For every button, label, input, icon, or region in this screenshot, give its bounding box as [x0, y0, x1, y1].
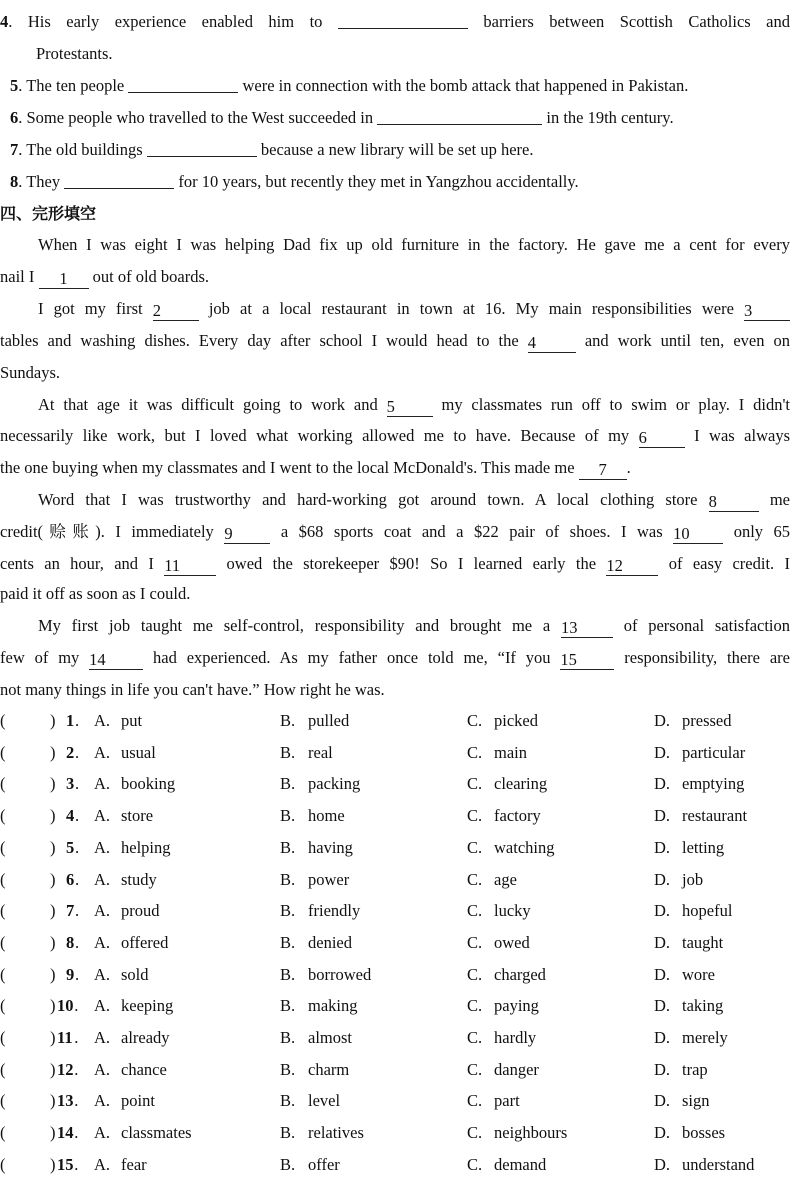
answer-blank[interactable]: [147, 136, 257, 157]
option-d-letter: D.: [654, 1123, 671, 1142]
option-b[interactable]: almost: [308, 1028, 352, 1047]
option-c-letter: C.: [467, 743, 483, 762]
answer-paren-open[interactable]: (: [0, 870, 6, 889]
sentence-text: . Some people who travelled to the West succeeded in: [18, 108, 374, 127]
option-c-letter: C.: [467, 774, 483, 793]
option-a-letter: A.: [94, 996, 111, 1015]
option-d-letter: D.: [654, 1155, 671, 1174]
option-c[interactable]: neighbours: [494, 1123, 568, 1142]
option-a[interactable]: point: [121, 1091, 155, 1110]
option-c-letter: C.: [467, 901, 483, 920]
question-number: 8: [66, 933, 75, 952]
option-b[interactable]: having: [308, 838, 353, 857]
option-c-letter: C.: [467, 1155, 483, 1174]
answer-paren-close[interactable]: ): [50, 1091, 56, 1110]
option-c-letter: C.: [467, 806, 483, 825]
passage-line: [0, 293, 790, 325]
question-dot: .: [74, 1028, 79, 1047]
passage-text: only 65: [733, 522, 790, 541]
option-d-letter: D.: [654, 774, 671, 793]
cloze-blank-15[interactable]: 15: [560, 649, 614, 670]
answer-paren-close[interactable]: ): [50, 965, 56, 984]
option-b-letter: B.: [280, 933, 296, 952]
passage-text: a $68 sports coat and a $22 pair of shoes. I was: [280, 522, 663, 541]
passage-line: [0, 420, 790, 452]
option-c[interactable]: lucky: [494, 901, 531, 920]
option-d-letter: D.: [654, 743, 671, 762]
option-d[interactable]: pressed: [682, 711, 732, 730]
option-b-letter: B.: [280, 806, 296, 825]
answer-paren-open[interactable]: (: [0, 996, 6, 1015]
passage-text: necessarily like work, but I loved what working allowed me to have. Because of my: [0, 426, 630, 445]
answer-paren-open[interactable]: (: [0, 965, 6, 984]
passage-line: When I was eight I was helping Dad fix up old furniture in the factory. He gave me a cent for every: [38, 235, 790, 254]
option-c[interactable]: danger: [494, 1060, 539, 1079]
passage-line: [0, 516, 790, 548]
answer-paren-close[interactable]: ): [50, 711, 56, 730]
question-row: [0, 768, 790, 800]
passage-text: tables and washing dishes. Every day after school I would head to the: [0, 331, 519, 350]
question-number: 11: [57, 1028, 73, 1047]
option-b-letter: B.: [280, 1123, 296, 1142]
answer-paren-close[interactable]: ): [50, 933, 56, 952]
passage-line: [0, 325, 790, 357]
option-c-letter: C.: [467, 1123, 483, 1142]
question-row: [0, 895, 790, 927]
option-a-letter: A.: [94, 838, 111, 857]
passage-text: My first job taught me self-control, responsibility and brought me a: [38, 616, 551, 635]
option-b-letter: B.: [280, 996, 296, 1015]
question-number: 12: [57, 1060, 74, 1079]
passage-text: owed the storekeeper $90! So I learned early the: [226, 554, 597, 573]
option-c[interactable]: factory: [494, 806, 541, 825]
answer-paren-close[interactable]: ): [50, 996, 56, 1015]
answer-paren-open[interactable]: (: [0, 1028, 6, 1047]
question-dot: .: [74, 1155, 79, 1174]
passage-text: I was always: [694, 426, 790, 445]
option-c[interactable]: watching: [494, 838, 555, 857]
passage-text: few of my: [0, 648, 80, 667]
sentence-5: [0, 70, 790, 102]
question-number: 15: [57, 1155, 74, 1174]
question-number: 13: [57, 1091, 74, 1110]
option-a-letter: A.: [94, 1028, 111, 1047]
sentence-text: . They: [18, 172, 61, 191]
option-d-letter: D.: [654, 870, 671, 889]
option-b[interactable]: denied: [308, 933, 352, 952]
cloze-blank-1[interactable]: 1: [39, 268, 89, 289]
option-d[interactable]: letting: [682, 838, 725, 857]
answer-blank[interactable]: [377, 104, 542, 125]
cloze-blank-8[interactable]: 8: [709, 491, 759, 512]
question-dot: .: [74, 1060, 79, 1079]
option-a-letter: A.: [94, 965, 111, 984]
option-a[interactable]: store: [121, 806, 154, 825]
option-c-letter: C.: [467, 996, 483, 1015]
option-b-letter: B.: [280, 1060, 296, 1079]
sentence-7: [0, 134, 790, 166]
question-row: [0, 864, 790, 896]
question-dot: .: [75, 933, 80, 952]
option-d[interactable]: taught: [682, 933, 724, 952]
passage-line: [0, 452, 790, 484]
passage-text: cents an hour, and I: [0, 554, 154, 573]
option-b-letter: B.: [280, 774, 296, 793]
passage-line: [0, 389, 790, 421]
option-b[interactable]: relatives: [308, 1123, 364, 1142]
cloze-blank-13[interactable]: 13: [561, 617, 613, 638]
sentence-text: for 10 years, but recently they met in Yangzhou accidentally.: [178, 172, 579, 191]
option-c[interactable]: age: [494, 870, 517, 889]
answer-paren-close[interactable]: ): [50, 774, 56, 793]
option-d[interactable]: hopeful: [682, 901, 733, 920]
option-b-letter: B.: [280, 743, 296, 762]
cloze-blank-5[interactable]: 5: [387, 396, 433, 417]
option-c-letter: C.: [467, 711, 483, 730]
option-b-letter: B.: [280, 1091, 296, 1110]
option-a-letter: A.: [94, 870, 111, 889]
option-d[interactable]: understand: [682, 1155, 755, 1174]
option-c[interactable]: main: [494, 743, 527, 762]
answer-paren-open[interactable]: (: [0, 743, 6, 762]
passage-text: nail I: [0, 267, 35, 286]
option-c[interactable]: demand: [494, 1155, 547, 1174]
answer-paren-open[interactable]: (: [0, 774, 6, 793]
option-b-letter: B.: [280, 838, 296, 857]
answer-paren-open[interactable]: (: [0, 901, 6, 920]
option-b[interactable]: friendly: [308, 901, 361, 920]
option-a-letter: A.: [94, 743, 111, 762]
question-row: [0, 800, 790, 832]
sentence-text: . The ten people: [18, 76, 125, 95]
answer-paren-close[interactable]: ): [50, 1060, 56, 1079]
question-dot: .: [75, 838, 80, 857]
option-d[interactable]: emptying: [682, 774, 745, 793]
option-b-letter: B.: [280, 711, 296, 730]
passage-line: not many things in life you can't have.” How right he was.: [0, 680, 385, 699]
question-row: [0, 705, 790, 737]
option-b[interactable]: level: [308, 1091, 341, 1110]
option-d[interactable]: taking: [682, 996, 724, 1015]
question-dot: .: [75, 711, 80, 730]
question-dot: .: [75, 965, 80, 984]
option-a[interactable]: offered: [121, 933, 169, 952]
sentence-number: 5: [10, 76, 19, 95]
question-row: [0, 1117, 790, 1149]
option-a-letter: A.: [94, 806, 111, 825]
cloze-blank-3[interactable]: 3: [744, 300, 790, 321]
cloze-blank-11[interactable]: 11: [164, 555, 216, 576]
option-a[interactable]: usual: [121, 743, 156, 762]
option-d-letter: D.: [654, 711, 671, 730]
passage-line: [0, 548, 790, 580]
passage-text: .: [626, 458, 631, 477]
passage-line: [0, 261, 790, 293]
question-dot: .: [75, 870, 80, 889]
sentence-text: . His early experience enabled him to: [8, 12, 323, 31]
passage-text: of easy credit. I: [668, 554, 790, 573]
cloze-blank-7[interactable]: 7: [579, 459, 627, 480]
question-number: 10: [57, 996, 74, 1015]
question-dot: .: [74, 1123, 79, 1142]
option-a[interactable]: helping: [121, 838, 171, 857]
option-d[interactable]: wore: [682, 965, 715, 984]
answer-paren-open[interactable]: (: [0, 806, 6, 825]
sentence-text: because a new library will be set up here.: [260, 140, 534, 159]
option-d[interactable]: trap: [682, 1060, 708, 1079]
answer-paren-open[interactable]: (: [0, 1060, 6, 1079]
sentence-number: 6: [10, 108, 19, 127]
option-a[interactable]: put: [121, 711, 143, 730]
answer-paren-open[interactable]: (: [0, 711, 6, 730]
option-c[interactable]: owed: [494, 933, 530, 952]
option-a-letter: A.: [94, 933, 111, 952]
option-b[interactable]: borrowed: [308, 965, 372, 984]
cloze-blank-10[interactable]: 10: [673, 523, 723, 544]
question-number: 1: [66, 711, 75, 730]
option-d[interactable]: job: [682, 870, 704, 889]
sentence-number: 7: [10, 140, 19, 159]
question-dot: .: [75, 774, 80, 793]
passage-text: the one buying when my classmates and I went to the local McDonald's. This made me: [0, 458, 575, 477]
question-dot: .: [75, 901, 80, 920]
question-row: [0, 1085, 790, 1117]
option-c[interactable]: paying: [494, 996, 539, 1015]
question-number: 7: [66, 901, 75, 920]
sentence-4-continuation: Protestants.: [36, 44, 113, 63]
option-a-letter: A.: [94, 1091, 111, 1110]
question-number: 6: [66, 870, 75, 889]
option-d[interactable]: sign: [682, 1091, 710, 1110]
option-b[interactable]: power: [308, 870, 350, 889]
question-dot: .: [74, 996, 79, 1015]
question-number: 2: [66, 743, 75, 762]
cloze-blank-12[interactable]: 12: [606, 555, 658, 576]
passage-line: [0, 610, 790, 642]
question-row: [0, 737, 790, 769]
option-b[interactable]: pulled: [308, 711, 350, 730]
answer-blank[interactable]: [338, 8, 468, 29]
sentence-number: 8: [10, 172, 19, 191]
option-b[interactable]: home: [308, 806, 345, 825]
option-a[interactable]: booking: [121, 774, 176, 793]
sentence-text: in the 19th century.: [546, 108, 674, 127]
sentence-4: [0, 6, 790, 38]
option-a[interactable]: already: [121, 1028, 170, 1047]
answer-blank[interactable]: [64, 168, 174, 189]
option-a-letter: A.: [94, 901, 111, 920]
option-c-letter: C.: [467, 1028, 483, 1047]
option-a[interactable]: study: [121, 870, 157, 889]
cloze-blank-9[interactable]: 9: [224, 523, 270, 544]
cloze-blank-6[interactable]: 6: [639, 427, 685, 448]
passage-text: and work until ten, even on: [584, 331, 790, 350]
question-row: [0, 832, 790, 864]
sentence-number: 4: [0, 12, 9, 31]
question-row: [0, 927, 790, 959]
answer-paren-close[interactable]: ): [50, 901, 56, 920]
option-c[interactable]: hardly: [494, 1028, 537, 1047]
option-c-letter: C.: [467, 1060, 483, 1079]
option-b-letter: B.: [280, 901, 296, 920]
option-b[interactable]: real: [308, 743, 333, 762]
passage-line: Sundays.: [0, 363, 61, 382]
passage-text: At that age it was difficult going to work and: [38, 395, 378, 414]
option-c[interactable]: charged: [494, 965, 546, 984]
option-b-letter: B.: [280, 1028, 296, 1047]
option-b-letter: B.: [280, 870, 296, 889]
option-a-letter: A.: [94, 1123, 111, 1142]
option-d-letter: D.: [654, 933, 671, 952]
answer-paren-open[interactable]: (: [0, 1155, 6, 1174]
answer-paren-close[interactable]: ): [50, 1028, 56, 1047]
passage-text: credit(赊账). I immediately: [0, 522, 214, 541]
option-a[interactable]: keeping: [121, 996, 174, 1015]
answer-paren-close[interactable]: ): [50, 1155, 56, 1174]
option-b-letter: B.: [280, 965, 296, 984]
passage-line: [0, 642, 790, 674]
passage-text: responsibility, there are: [624, 648, 790, 667]
option-d[interactable]: merely: [682, 1028, 728, 1047]
option-d-letter: D.: [654, 1028, 671, 1047]
answer-paren-open[interactable]: (: [0, 933, 6, 952]
answer-blank[interactable]: [128, 72, 238, 93]
passage-text: Word that I was trustworthy and hard-working got around town. A local clothing store: [38, 490, 698, 509]
option-b[interactable]: offer: [308, 1155, 340, 1174]
option-d-letter: D.: [654, 1091, 671, 1110]
answer-paren-close[interactable]: ): [50, 838, 56, 857]
question-number: 9: [66, 965, 75, 984]
sentence-8: [0, 166, 790, 198]
option-c-letter: C.: [467, 965, 483, 984]
option-d-letter: D.: [654, 965, 671, 984]
option-a-letter: A.: [94, 711, 111, 730]
option-d-letter: D.: [654, 1060, 671, 1079]
option-d[interactable]: restaurant: [682, 806, 748, 825]
question-number: 4: [66, 806, 75, 825]
question-number: 14: [57, 1123, 74, 1142]
option-b-letter: B.: [280, 1155, 296, 1174]
question-row: [0, 990, 790, 1022]
option-c-letter: C.: [467, 1091, 483, 1110]
question-number: 3: [66, 774, 75, 793]
option-a[interactable]: classmates: [121, 1123, 192, 1142]
question-row: [0, 1054, 790, 1086]
option-b[interactable]: charm: [308, 1060, 350, 1079]
option-b[interactable]: making: [308, 996, 358, 1015]
option-c[interactable]: picked: [494, 711, 538, 730]
answer-paren-open[interactable]: (: [0, 838, 6, 857]
answer-paren-close[interactable]: ): [50, 743, 56, 762]
option-d[interactable]: particular: [682, 743, 746, 762]
answer-paren-close[interactable]: ): [50, 806, 56, 825]
option-d-letter: D.: [654, 996, 671, 1015]
passage-text: of personal satisfaction: [623, 616, 790, 635]
option-a[interactable]: chance: [121, 1060, 167, 1079]
sentence-6: [0, 102, 790, 134]
passage-text: me: [769, 490, 790, 509]
option-c-letter: C.: [467, 933, 483, 952]
option-d-letter: D.: [654, 806, 671, 825]
passage-line: [0, 484, 790, 516]
question-row: [0, 959, 790, 991]
answer-paren-close[interactable]: ): [50, 870, 56, 889]
cloze-blank-2[interactable]: 2: [153, 300, 199, 321]
option-a-letter: A.: [94, 1155, 111, 1174]
option-a-letter: A.: [94, 774, 111, 793]
passage-text: job at a local restaurant in town at 16. My main responsibilities were: [208, 299, 734, 318]
option-c[interactable]: part: [494, 1091, 520, 1110]
cloze-blank-14[interactable]: 14: [89, 649, 143, 670]
option-d[interactable]: bosses: [682, 1123, 726, 1142]
option-c-letter: C.: [467, 838, 483, 857]
option-a[interactable]: sold: [121, 965, 149, 984]
answer-paren-close[interactable]: ): [50, 1123, 56, 1142]
passage-text: had experienced. As my father once told me, “If you: [153, 648, 551, 667]
passage-line: paid it off as soon as I could.: [0, 584, 191, 603]
passage-text: out of old boards.: [92, 267, 210, 286]
option-d-letter: D.: [654, 901, 671, 920]
option-a[interactable]: fear: [121, 1155, 147, 1174]
question-dot: .: [74, 1091, 79, 1110]
answer-paren-open[interactable]: (: [0, 1091, 6, 1110]
question-row: [0, 1022, 790, 1054]
option-c[interactable]: clearing: [494, 774, 548, 793]
section-title: 四、完形填空: [0, 204, 97, 223]
passage-text: my classmates run off to swim or play. I didn't: [441, 395, 790, 414]
sentence-text: . The old buildings: [18, 140, 143, 159]
option-d-letter: D.: [654, 838, 671, 857]
sentence-text: barriers between Scottish Catholics and: [483, 12, 790, 31]
passage-text: I got my first: [38, 299, 143, 318]
question-dot: .: [75, 806, 80, 825]
option-c-letter: C.: [467, 870, 483, 889]
cloze-blank-4[interactable]: 4: [528, 332, 576, 353]
option-a-letter: A.: [94, 1060, 111, 1079]
question-dot: .: [75, 743, 80, 762]
sentence-text: were in connection with the bomb attack that happened in Pakistan.: [242, 76, 689, 95]
option-b[interactable]: packing: [308, 774, 361, 793]
question-number: 5: [66, 838, 75, 857]
answer-paren-open[interactable]: (: [0, 1123, 6, 1142]
option-a[interactable]: proud: [121, 901, 160, 920]
question-row: [0, 1149, 790, 1181]
